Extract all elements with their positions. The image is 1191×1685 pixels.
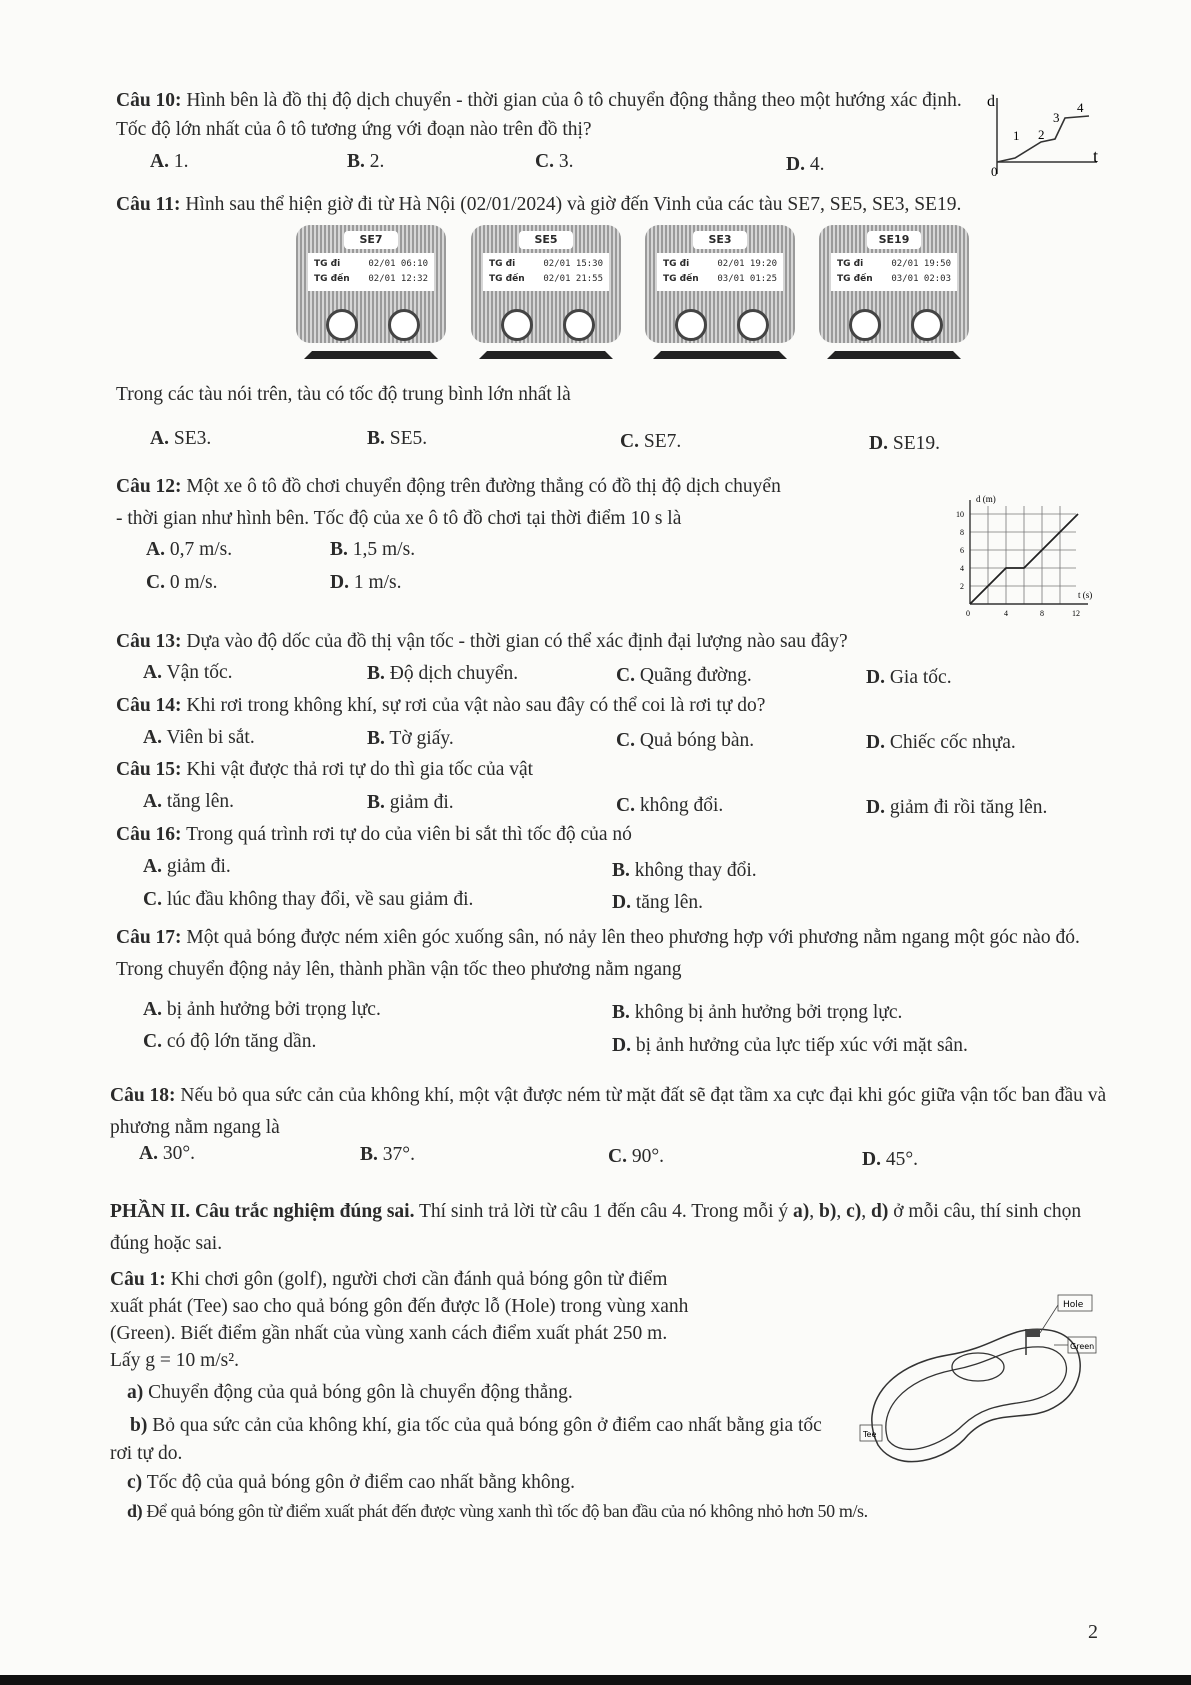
q13-label: Câu 13: (116, 631, 182, 652)
q12-graph-ytick: 4 (960, 564, 964, 573)
train-name: SE3 (693, 231, 747, 249)
arr-time: 03/01 01:25 (717, 274, 777, 284)
option-letter: B. (612, 1002, 630, 1023)
q10-graph-xlabel: t (1093, 146, 1099, 166)
q12-graph-ylabel: d (m) (976, 494, 996, 504)
q16-text (116, 823, 632, 847)
option-text: 0,7 m/s. (169, 539, 233, 560)
part2-item-a: a) (793, 1201, 810, 1222)
arr-label: TG đến (314, 274, 350, 284)
flag-icon-cloth (1026, 1329, 1040, 1337)
q10-stem: Hình bên là đồ thị độ dịch chuyển - thời gian của ô tô chuyển động thẳng theo một hướng xác định. Tốc độ lớn nhất của ô tô tương ứng với đoạn nào trên đồ thị? (116, 90, 962, 140)
q16-option-c[interactable] (143, 888, 473, 912)
q17-option-c[interactable] (143, 1030, 316, 1054)
train-card (296, 225, 446, 365)
item-text: Bỏ qua sức cản của không khí, gia tốc của quả bóng gôn ở điểm cao nhất bằng gia tốc rơi tự do. (110, 1415, 822, 1464)
q11-question: Trong các tàu nói trên, tàu có tốc độ trung bình lớn nhất là (116, 384, 571, 405)
train-name: SE7 (344, 231, 398, 249)
q15-stem: Khi vật được thả rơi tự do thì gia tốc của vật (186, 759, 534, 780)
option-letter: D. (786, 154, 805, 175)
page-number: 2 (1088, 1621, 1098, 1643)
p2q1-line2: xuất phát (Tee) sao cho quả bóng gôn đến được lỗ (Hole) trong vùng xanh (110, 1296, 689, 1317)
train-card (645, 225, 795, 365)
option-text: 1,5 m/s. (352, 539, 416, 560)
q12-line2: - thời gian như hình bên. Tốc độ của xe ô tô đồ chơi tại thời điểm 10 s là (116, 508, 682, 529)
p2q1-item-c[interactable] (127, 1471, 575, 1495)
p2q1-label: Câu 1: (110, 1269, 166, 1290)
option-letter: A. (143, 791, 162, 812)
option-text: Gia tốc. (889, 667, 952, 688)
q17-label: Câu 17: (116, 927, 182, 948)
part2-sep: , (809, 1201, 819, 1222)
option-text: giảm đi. (166, 856, 231, 877)
q11-option-a[interactable] (150, 427, 211, 451)
option-text: tăng lên. (166, 791, 234, 812)
train-schedule (657, 253, 783, 291)
arr-time: 03/01 02:03 (891, 274, 951, 284)
arr-label: TG đến (663, 274, 699, 284)
dep-label: TG đi (314, 259, 341, 269)
item-letter: c) (127, 1472, 143, 1493)
p2q1-item-b[interactable] (110, 1412, 840, 1468)
q12-graph (948, 494, 1098, 624)
item-letter: a) (127, 1382, 144, 1403)
option-letter: C. (146, 572, 165, 593)
q11-text (116, 190, 1126, 219)
option-letter: A. (143, 727, 162, 748)
option-letter: B. (360, 1144, 378, 1165)
option-text: SE7. (643, 431, 682, 452)
dep-label: TG đi (837, 259, 864, 269)
train-name: SE5 (519, 231, 573, 249)
item-letter: b) (130, 1415, 148, 1436)
q10-graph-seg2: 2 (1038, 127, 1045, 142)
item-text: Chuyển động của quả bóng gôn là chuyển động thẳng. (148, 1382, 573, 1403)
option-text: SE3. (173, 428, 212, 449)
option-text: 30°. (162, 1143, 196, 1164)
dep-time: 02/01 15:30 (543, 259, 603, 269)
q15-option-d[interactable] (866, 796, 1047, 820)
option-text: Chiếc cốc nhựa. (889, 732, 1016, 753)
q12-option-b[interactable] (330, 538, 415, 562)
dep-label: TG đi (489, 259, 516, 269)
option-text: 1 m/s. (353, 572, 402, 593)
option-letter: A. (143, 856, 162, 877)
part2-item-d: d) (871, 1201, 889, 1222)
q13-option-a[interactable] (143, 661, 233, 685)
option-text: bị ảnh hưởng của lực tiếp xúc với mặt sân. (635, 1035, 968, 1056)
q10-graph-seg1: 1 (1013, 128, 1020, 143)
p2q1-item-d[interactable] (127, 1500, 868, 1523)
option-text: bị ảnh hưởng bởi trọng lực. (166, 999, 381, 1020)
option-text: 3. (558, 151, 574, 172)
golf-course-figure (858, 1285, 1098, 1485)
train-card (819, 225, 969, 365)
option-letter: B. (347, 151, 365, 172)
q12-graph-xtick: 0 (966, 609, 970, 618)
option-text: 2. (369, 151, 385, 172)
q10-option-b[interactable] (347, 150, 384, 174)
q13-text (116, 630, 848, 654)
dep-label: TG đi (663, 259, 690, 269)
q16-option-a[interactable] (143, 855, 231, 879)
arr-label: TG đến (489, 274, 525, 284)
arr-time: 02/01 21:55 (543, 274, 603, 284)
dep-time: 02/01 19:50 (891, 259, 951, 269)
q15-option-c[interactable] (616, 794, 723, 818)
q15-text (116, 758, 533, 782)
q12-graph-xtick: 4 (1004, 609, 1008, 618)
q12-graph-ytick: 10 (956, 510, 964, 519)
part2-item-b: b) (819, 1201, 837, 1222)
q12-graph-ytick: 8 (960, 528, 964, 537)
q15-label: Câu 15: (116, 759, 182, 780)
p2q1-item-a[interactable] (127, 1381, 573, 1405)
train-rail (653, 351, 787, 359)
dep-time: 02/01 06:10 (368, 259, 428, 269)
option-text: Quãng đường. (639, 665, 752, 686)
option-text: không bị ảnh hưởng bởi trọng lực. (634, 1002, 903, 1023)
option-text: 45°. (885, 1149, 919, 1170)
q13-option-c[interactable] (616, 664, 752, 688)
dep-time: 02/01 19:20 (717, 259, 777, 269)
q15-option-b[interactable] (367, 791, 454, 815)
q12-graph-ytick: 6 (960, 546, 964, 555)
q14-option-c[interactable] (616, 729, 754, 753)
part2-instr1: Thí sinh trả lời từ câu 1 đến câu 4. Trong mỗi ý (414, 1201, 793, 1222)
option-letter: C. (616, 665, 635, 686)
q18-stem: Nếu bỏ qua sức cản của không khí, một vật được ném từ mặt đất sẽ đạt tầm xa cực đại khi góc giữa vận tốc ban đầu và phương nằm ngang là (110, 1085, 1107, 1138)
q16-option-d[interactable] (612, 891, 703, 915)
option-text: Vận tốc. (166, 662, 233, 683)
q10-graph-seg4: 4 (1077, 100, 1084, 115)
q14-stem: Khi rơi trong không khí, sự rơi của vật nào sau đây có thể coi là rơi tự do? (186, 695, 766, 716)
q16-label: Câu 16: (116, 824, 182, 845)
option-text: SE5. (389, 428, 428, 449)
q11-option-d[interactable] (869, 432, 940, 456)
train-wheel (675, 309, 707, 341)
q12-graph-xtick: 8 (1040, 609, 1044, 618)
option-letter: D. (612, 892, 631, 913)
q18-option-c[interactable] (608, 1145, 664, 1169)
q12-graph-xlabel: t (s) (1078, 590, 1093, 600)
train-wheel (911, 309, 943, 341)
option-text: SE19. (892, 433, 940, 454)
train-wheel (849, 309, 881, 341)
option-text: giảm đi. (389, 792, 454, 813)
q10-option-d[interactable] (786, 153, 824, 177)
arr-time: 02/01 12:32 (368, 274, 428, 284)
option-letter: D. (866, 732, 885, 753)
train-wheel (563, 309, 595, 341)
q12-label: Câu 12: (116, 476, 182, 497)
q14-text (116, 694, 765, 718)
part2-heading: PHẦN II. Câu trắc nghiệm đúng sai. (110, 1201, 415, 1222)
train-rail (827, 351, 961, 359)
option-text: Quả bóng bàn. (639, 730, 755, 751)
part2-instr2: ở mỗi câu, thí sinh chọn đúng hoặc sai. (110, 1201, 1082, 1254)
option-letter: C. (143, 889, 162, 910)
train-schedule (483, 253, 609, 291)
train-wheel (388, 309, 420, 341)
q10-graph-seg3: 3 (1053, 110, 1060, 125)
option-letter: D. (866, 797, 885, 818)
option-letter: D. (612, 1035, 631, 1056)
option-letter: B. (367, 663, 385, 684)
hole-pointer (1040, 1305, 1058, 1333)
option-letter: A. (143, 999, 162, 1020)
option-letter: D. (866, 667, 885, 688)
option-letter: A. (150, 151, 169, 172)
item-text: Tốc độ của quả bóng gôn ở điểm cao nhất bằng không. (146, 1472, 576, 1493)
option-letter: B. (612, 860, 630, 881)
fairway-inner (886, 1347, 1067, 1450)
q12-line1 (116, 475, 781, 499)
option-text: có độ lớn tăng dần. (166, 1031, 317, 1052)
option-text: 0 m/s. (169, 572, 218, 593)
green-label: Green (1070, 1342, 1095, 1351)
q10-text (116, 86, 966, 144)
q17-option-a[interactable] (143, 998, 381, 1022)
q17-option-d[interactable] (612, 1034, 968, 1058)
q12-option-d[interactable] (330, 571, 402, 595)
train-schedule (831, 253, 957, 291)
q10-graph-origin: 0 (991, 164, 998, 178)
option-text: lúc đầu không thay đổi, về sau giảm đi. (166, 889, 474, 910)
option-letter: C. (616, 795, 635, 816)
option-letter: B. (367, 728, 385, 749)
train-rail (479, 351, 613, 359)
q17-option-b[interactable] (612, 1001, 902, 1025)
q10-label: Câu 10: (116, 90, 182, 111)
part2-sep: , (836, 1201, 847, 1222)
option-letter: C. (616, 730, 635, 751)
train-wheel (737, 309, 769, 341)
green-outline (952, 1353, 1004, 1381)
option-letter: C. (620, 431, 639, 452)
p2q1-line4: Lấy g = 10 m/s². (110, 1350, 239, 1371)
q10-graph (985, 92, 1105, 178)
option-text: không đổi. (639, 795, 724, 816)
q17-text (116, 922, 1116, 986)
option-text: tăng lên. (635, 892, 703, 913)
q18-text (110, 1080, 1115, 1144)
q12-text: Một xe ô tô đồ chơi chuyển động trên đường thẳng có đồ thị độ dịch chuyển (186, 476, 781, 497)
q16-stem: Trong quá trình rơi tự do của viên bi sắt thì tốc độ của nó (186, 824, 632, 845)
fairway-outline (872, 1329, 1080, 1461)
q18-label: Câu 18: (110, 1085, 176, 1106)
option-text: không thay đổi. (634, 860, 757, 881)
option-letter: B. (367, 792, 385, 813)
option-text: Độ dịch chuyển. (389, 663, 519, 684)
q11-option-b[interactable] (367, 427, 427, 451)
part2-sep: , (861, 1201, 871, 1222)
q18-option-a[interactable] (139, 1142, 195, 1166)
q10-option-a[interactable] (150, 150, 188, 174)
part2-item-c: c) (846, 1201, 862, 1222)
train-name: SE19 (867, 231, 921, 249)
p2q1-text: Khi chơi gôn (golf), người chơi cần đánh quả bóng gôn từ điểm (170, 1269, 668, 1290)
train-rail (304, 351, 438, 359)
option-text: 90°. (631, 1146, 665, 1167)
option-letter: A. (146, 539, 165, 560)
option-letter: D. (862, 1149, 881, 1170)
q13-stem: Dựa vào độ dốc của đồ thị vận tốc - thời gian có thể xác định đại lượng nào sau đây? (186, 631, 848, 652)
hole-label: Hole (1063, 1300, 1084, 1310)
item-text: Để quả bóng gôn từ điểm xuất phát đến được vùng xanh thì tốc độ ban đầu của nó không nhỏ hơn 50 m/s. (146, 1501, 868, 1521)
option-letter: D. (330, 572, 349, 593)
q10-option-c[interactable] (535, 150, 573, 174)
q11-label: Câu 11: (116, 194, 181, 215)
q17-stem: Một quả bóng được ném xiên góc xuống sân, nó nảy lên theo phương hợp với phương nằm ngang một góc nào đó. Trong chuyển động nảy lên, thành phần vận tốc theo phương nằm ngang (116, 927, 1080, 980)
option-letter: D. (869, 433, 888, 454)
q18-option-d[interactable] (862, 1148, 918, 1172)
p2q1-line1 (110, 1268, 667, 1292)
arr-label: TG đến (837, 274, 873, 284)
q11-option-c[interactable] (620, 430, 681, 454)
q16-option-b[interactable] (612, 859, 757, 883)
q13-option-d[interactable] (866, 666, 952, 690)
option-letter: C. (608, 1146, 627, 1167)
option-letter: A. (139, 1143, 158, 1164)
q12-option-c[interactable] (146, 571, 218, 595)
q13-option-b[interactable] (367, 662, 518, 686)
q10-graph-ylabel: d (987, 93, 995, 110)
train-card (471, 225, 621, 365)
option-text: Viên bi sắt. (166, 727, 255, 748)
q14-option-b[interactable] (367, 727, 454, 751)
q14-label: Câu 14: (116, 695, 182, 716)
train-wheel (326, 309, 358, 341)
option-text: 37°. (382, 1144, 415, 1165)
train-wheel (501, 309, 533, 341)
scan-border (0, 1675, 1191, 1685)
part2-instructions (110, 1196, 1120, 1260)
q18-option-b[interactable] (360, 1143, 415, 1167)
q15-option-a[interactable] (143, 790, 234, 814)
q12-graph-xtick: 12 (1072, 609, 1080, 618)
q12-option-a[interactable] (146, 538, 232, 562)
option-letter: C. (535, 151, 554, 172)
option-text: 4. (809, 154, 825, 175)
option-letter: A. (143, 662, 162, 683)
option-letter: C. (143, 1031, 162, 1052)
q11-stem: Hình sau thể hiện giờ đi từ Hà Nội (02/01/2024) và giờ đến Vinh của các tàu SE7, SE5, SE3, SE19. (185, 194, 962, 215)
item-letter: d) (127, 1501, 143, 1521)
option-letter: B. (330, 539, 348, 560)
q12-graph-ytick: 2 (960, 582, 964, 591)
option-text: 1. (173, 151, 189, 172)
train-schedule (308, 253, 434, 291)
q14-option-a[interactable] (143, 726, 255, 750)
option-letter: B. (367, 428, 385, 449)
option-text: Tờ giấy. (389, 728, 454, 749)
q14-option-d[interactable] (866, 731, 1016, 755)
option-letter: A. (150, 428, 169, 449)
p2q1-line3: (Green). Biết điểm gần nhất của vùng xanh cách điểm xuất phát 250 m. (110, 1323, 668, 1344)
tee-label: Tee (863, 1430, 877, 1439)
option-text: giảm đi rồi tăng lên. (889, 797, 1048, 818)
